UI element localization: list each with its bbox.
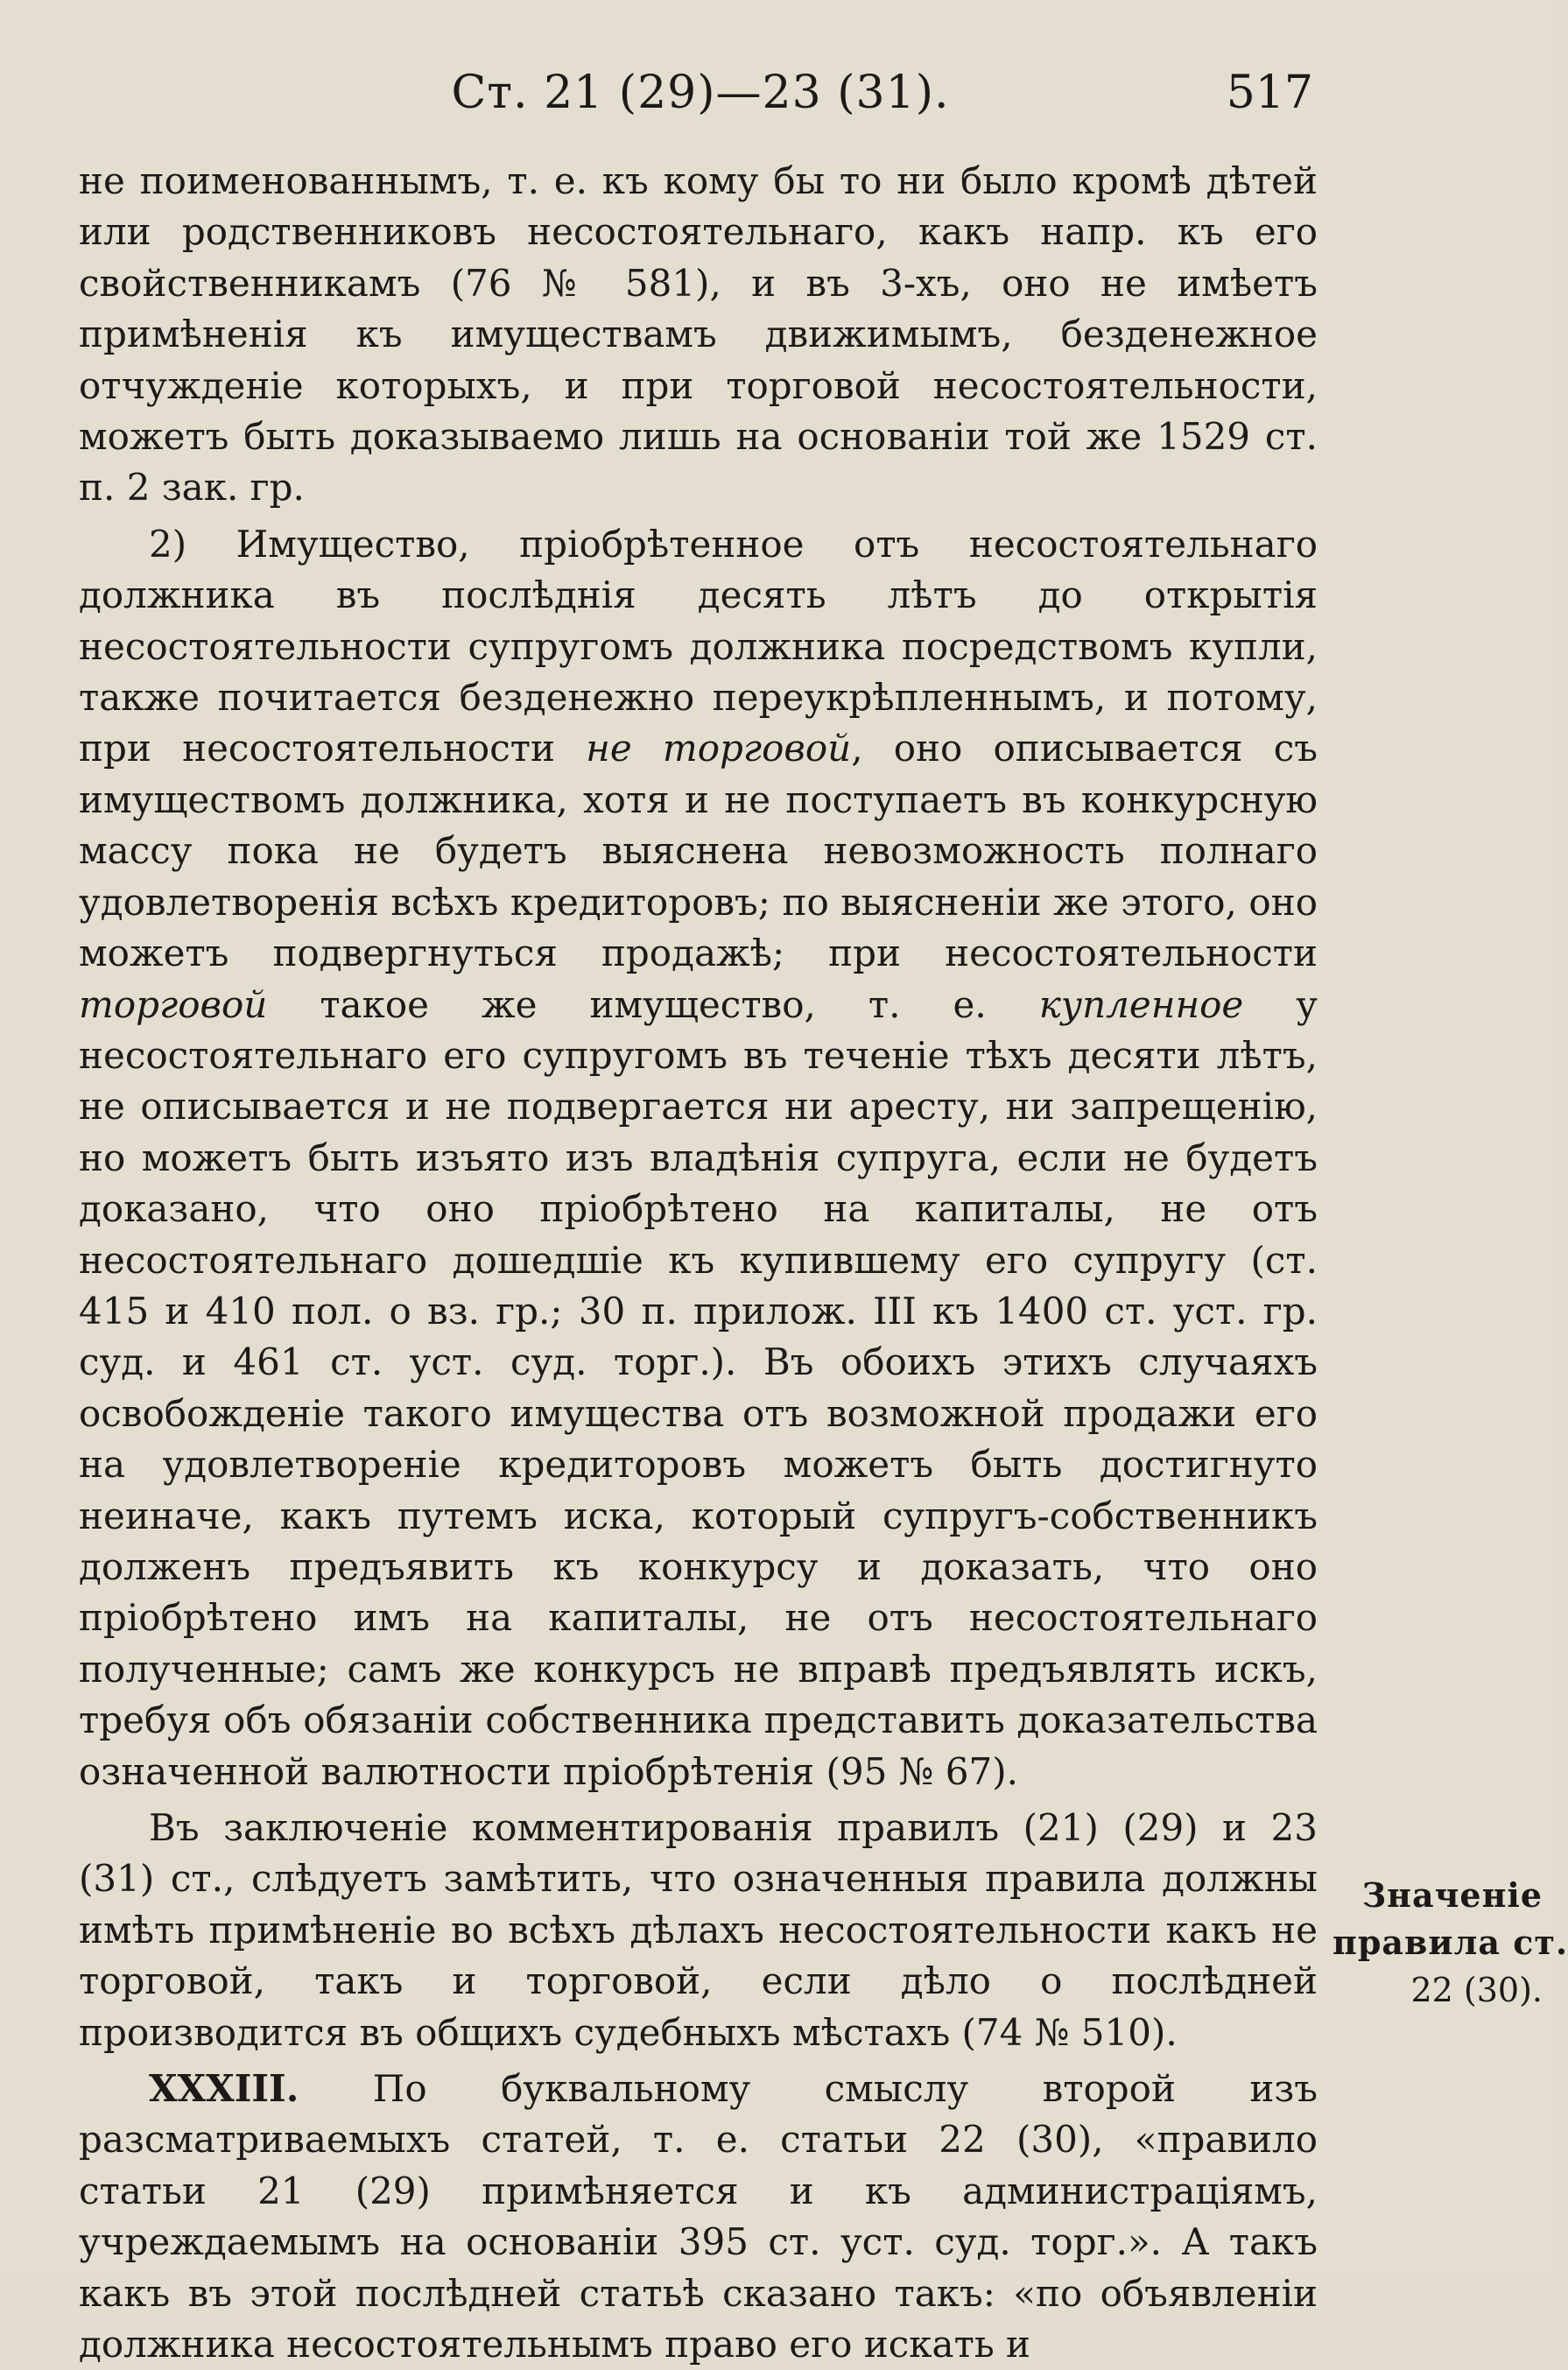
p2-text-d: у несостоятельнаго его супругомъ въ теченіе тѣхъ десяти лѣтъ, не описывается и не подвергается ни аресту, ни запрещенію, но можетъ быть изъято изъ владѣнія супруга, если не будетъ доказано, что оно пріобрѣтено на капиталы, не отъ несостоятельнаго дошедшіе къ купившему его супругу (ст. 415 и 410 пол. о вз. гр.; 30 п. прилож. III къ 1400 ст. уст. гр. суд. и 461 ст. уст. суд. торг.). Въ обоихъ этихъ случаяхъ освобожденіе такого имущества отъ возможной продажи его на удовлетвореніе кредиторовъ можетъ быть достигнуто неиначе, какъ путемъ иска, который супругъ-собственникъ долженъ предъявить къ конкурсу и доказать, что оно пріобрѣтено имъ на капиталы, не отъ несостоятельнаго полученные; самъ же конкурсъ не вправѣ предъявлять искъ, требуя объ обязаніи собственника представить доказательства означенной валютности пріобрѣтенія (95 № 67).	[79, 982, 1318, 1793]
running-title: Ст. 21 (29)—23 (31).	[451, 67, 950, 119]
paragraph-point-2	[79, 519, 1318, 1797]
paragraph-section-xxxiii	[79, 2064, 1318, 2370]
p2-text-a: 2) Имущество, пріобрѣтенное отъ несостоятельнаго должника въ послѣднія десять лѣтъ до открытія несостоятельности супругомъ должника посредствомъ купли, также почитается безденежно переукрѣпленнымъ, и потому, при несостоятельности	[79, 522, 1318, 770]
margin-note-line-1: Значеніе	[1361, 1875, 1543, 1915]
page-number: 517	[1226, 67, 1313, 119]
section-text: По буквальному смыслу второй изъ разсматриваемыхъ статей, т. е. статьи 22 (30), «правило статьи 21 (29) примѣняется и къ администраціямъ, учреждаемымъ на основаніи 395 ст. уст. суд. торг.». А такъ какъ въ этой послѣдней статьѣ сказано такъ: «по объявленіи должника несостоятельнымъ право его искать и	[79, 2067, 1318, 2366]
margin-note-line-2: правила ст.	[1332, 1923, 1568, 1962]
paragraph-continuation: не поименованнымъ, т. е. къ кому бы то ни было кромѣ дѣтей или родственниковъ несостоятельнаго, какъ напр. къ его свойственникамъ (76 № 581), и въ 3-хъ, оно не имѣетъ примѣненія къ имуществамъ движимымъ, безденежное отчужденіе которыхъ, и при торговой несостоятельности, можетъ быть доказываемо лишь на основаніи той же 1529 ст. п. 2 зак. гр.	[79, 159, 1318, 510]
p2-text-b: , оно описывается съ имуществомъ должника, хотя и не поступаетъ въ конкурсную массу пока не будетъ выяснена невозможность полнаго удовлетворенія всѣхъ кредиторовъ; по выясненіи же этого, оно можетъ подвергнуться продажѣ; при несостоятельности	[79, 727, 1318, 975]
margin-note-line-3: 22 (30).	[1410, 1971, 1543, 2009]
emphasis-purchased: купленное	[1038, 982, 1244, 1026]
body-text	[79, 156, 1318, 2370]
paragraph-conclusion: Въ заключеніе комментированія правилъ (21) (29) и 23 (31) ст., слѣдуетъ замѣтить, что означенныя правила должны имѣть примѣненіе во всѣхъ дѣлахъ несостоятельности какъ не торговой, такъ и торговой, если дѣло о послѣдней производится въ общихъ судебныхъ мѣстахъ (74 № 510).	[79, 1806, 1318, 2054]
p2-text-c: такое же имущество, т. е.	[267, 982, 1039, 1026]
page-header	[79, 61, 1322, 124]
emphasis-not-trade: не торговой	[586, 727, 852, 770]
section-number: XXXIII.	[149, 2067, 299, 2111]
emphasis-trade: торговой	[79, 982, 268, 1026]
margin-note	[1332, 1872, 1568, 2014]
